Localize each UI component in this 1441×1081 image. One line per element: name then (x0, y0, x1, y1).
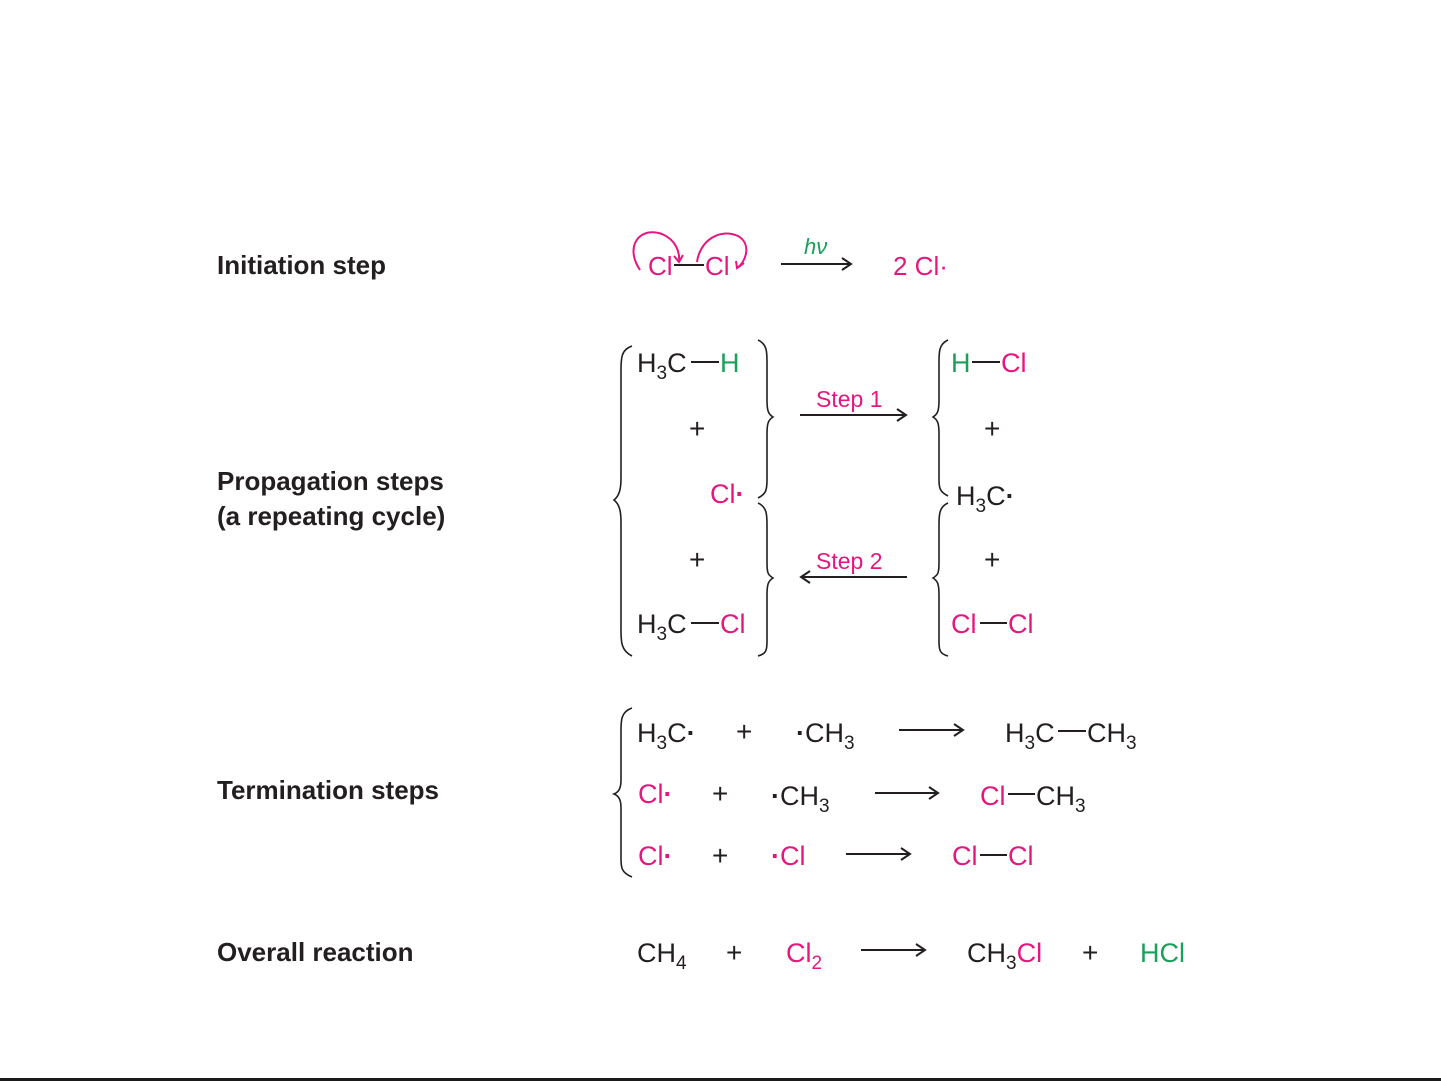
propagation-steps-label: Propagation steps (217, 466, 444, 496)
term3-chlorine-radical: Cl· (638, 841, 673, 871)
overall-methane: $CH_4$ (637, 938, 687, 974)
overall-chlorine: $Cl_2$ (786, 938, 823, 974)
chlorine-molecule-atom2: Cl (1008, 609, 1034, 639)
term1-methyl-radical-2: $\cdot CH_3$ (796, 718, 855, 754)
plus-3: + (984, 413, 1001, 444)
initiation-step-label: Initiation step (217, 250, 386, 280)
left-brace-step2-reactants (933, 503, 948, 656)
chloromethane-ch3: $CH_3$ (1036, 781, 1086, 817)
term3-plus: + (712, 840, 729, 871)
methane-h3c: $H_3C$ (637, 348, 687, 384)
term2-plus: + (712, 778, 729, 809)
hcl-hydrogen: H (951, 348, 971, 378)
step2-label: Step 2 (816, 548, 883, 574)
left-brace-step1-products (933, 340, 948, 496)
term1-methyl-radical: $H_3C\cdot$ (637, 718, 696, 754)
overall-plus-1: + (726, 937, 743, 968)
term3-chlorine-radical-2: ·Cl (771, 841, 806, 871)
light-condition: hν (804, 234, 828, 259)
overall-chloromethane: $CH_3Cl$ (967, 938, 1043, 974)
right-brace-step1 (758, 340, 773, 498)
plus-2: + (689, 544, 706, 575)
methane-hydrogen: H (720, 348, 740, 378)
overall-reaction (637, 937, 1185, 974)
left-brace-reactants (614, 346, 632, 656)
step1-label: Step 1 (816, 386, 883, 412)
term3-product-cl1: Cl (952, 841, 978, 871)
termination-steps-label: Termination steps (217, 775, 440, 805)
chloromethane-chlorine: Cl (720, 609, 746, 639)
initiation-row (634, 232, 948, 281)
termination-brace (614, 708, 632, 877)
termination-steps (614, 708, 1137, 877)
cl-atom-1: Cl (648, 251, 673, 281)
overall-hcl: HCl (1140, 938, 1185, 968)
right-brace-step2 (758, 503, 773, 656)
propagation-cycle-label: (a repeating cycle) (217, 501, 446, 531)
term2-methyl-radical: $\cdot CH_3$ (771, 781, 830, 817)
term3-product-cl2: Cl (1008, 841, 1034, 871)
methyl-radical: $H_3C\cdot$ (956, 481, 1015, 517)
chlorine-radical: Cl· (710, 479, 745, 509)
term1-plus: + (736, 716, 753, 747)
chlorine-radicals-product: 2 Cl· (893, 251, 948, 281)
propagation-cycle (614, 340, 1034, 656)
chloromethane-cl: Cl (980, 781, 1006, 811)
ethane-left: $H_3C$ (1005, 718, 1055, 754)
plus-4: + (984, 544, 1001, 575)
chlorine-molecule-atom1: Cl (951, 609, 977, 639)
overall-plus-2: + (1082, 937, 1099, 968)
chloromethane-h3c: $H_3C$ (637, 609, 687, 645)
overall-reaction-label: Overall reaction (217, 937, 414, 967)
cl-atom-2: Cl (705, 251, 730, 281)
term2-chlorine-radical: Cl· (638, 779, 673, 809)
plus-1: + (689, 413, 706, 444)
hcl-chlorine: Cl (1001, 348, 1027, 378)
ethane-right: $CH_3$ (1087, 718, 1137, 754)
